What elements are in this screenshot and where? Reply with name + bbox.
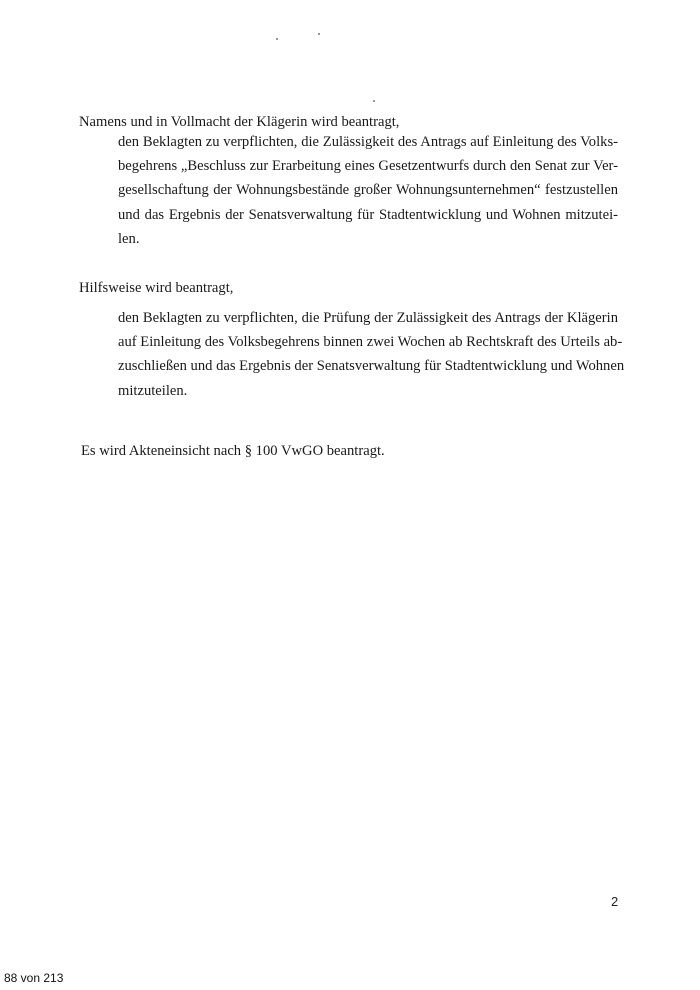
scan-speck bbox=[276, 38, 278, 40]
auxiliary-claim-line: auf Einleitung des Volksbegehrens binnen zwei Wochen ab Rechtskraft des Urteils ab- bbox=[118, 334, 623, 351]
auxiliary-claim-line: zuschließen und das Ergebnis der Senatsverwaltung für Stadtentwicklung und Wohnen bbox=[118, 358, 625, 375]
page-number: 2 bbox=[611, 894, 619, 909]
main-claim bbox=[118, 130, 618, 251]
auxiliary-claim bbox=[118, 306, 625, 403]
scan-speck bbox=[373, 100, 375, 102]
main-claim-line: len. bbox=[118, 230, 140, 247]
scan-speck bbox=[318, 33, 320, 35]
main-claim-line: gesellschaftung der Wohnungsbestände großer Wohnungsunternehmen“ festzustellen bbox=[118, 182, 618, 199]
file-inspection-request: Es wird Akteneinsicht nach § 100 VwGO beantragt. bbox=[81, 443, 385, 459]
auxiliary-claim-line: den Beklagten zu verpflichten, die Prüfung der Zulässigkeit des Antrags der Klägerin bbox=[118, 310, 618, 326]
main-claim-line: begehrens „Beschluss zur Erarbeitung eines Gesetzentwurfs durch den Senat zur Ver- bbox=[118, 158, 618, 175]
auxiliary-claim-line: mitzuteilen. bbox=[118, 382, 188, 399]
auxiliary-request-intro: Hilfsweise wird beantragt, bbox=[79, 280, 234, 296]
main-claim-line: und das Ergebnis der Senatsverwaltung für Stadtentwicklung und Wohnen mitzutei- bbox=[118, 206, 618, 223]
request-intro: Namens und in Vollmacht der Klägerin wird beantragt, bbox=[79, 114, 400, 130]
page-counter: 88 von 213 bbox=[4, 971, 64, 985]
main-claim-line: den Beklagten zu verpflichten, die Zulässigkeit des Antrags auf Einleitung des Volks- bbox=[118, 134, 618, 150]
